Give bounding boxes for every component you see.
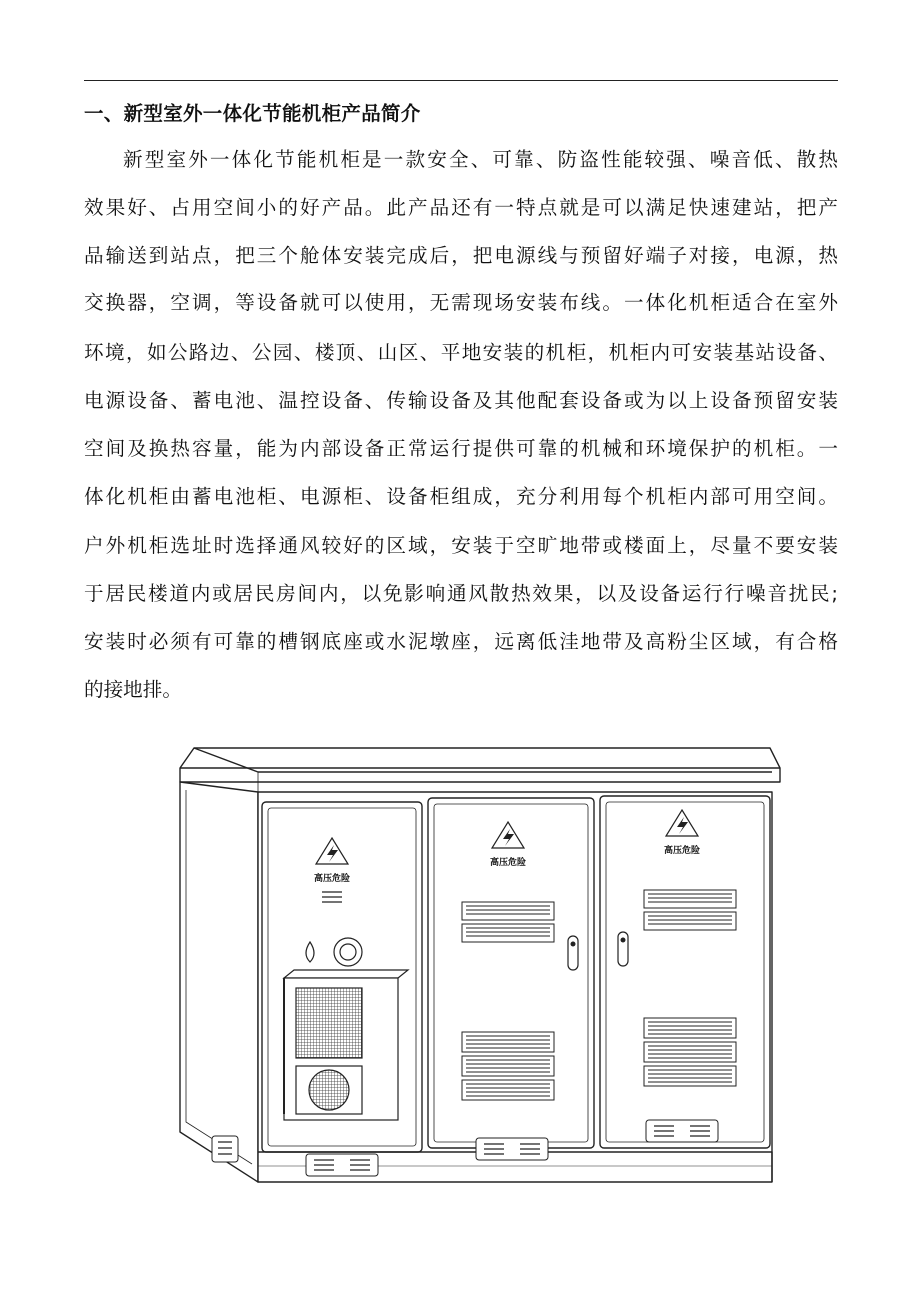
- paragraph-line: 的接地排。: [84, 678, 182, 701]
- warning-label: 高压危险: [663, 846, 701, 856]
- paragraph-line: 体化机柜由蓄电池柜、电源柜、设备柜组成，充分利用每个机柜内部可用空间。: [84, 485, 838, 508]
- cabinet-illustration: [172, 742, 784, 1190]
- door-handle: [618, 932, 628, 966]
- paragraph-line: 品输送到站点，把三个舱体安装完成后，把电源线与预留好端子对接，电源，热: [84, 244, 838, 267]
- paragraph-line: 效果好、占用空间小的好产品。此产品还有一特点就是可以满足快速建站，把产: [84, 196, 838, 219]
- door-handle: [568, 936, 578, 970]
- paragraph-line: 户外机柜选址时选择通风较好的区域，安装于空旷地带或楼面上，尽量不要安装: [84, 534, 838, 557]
- paragraph-line: 电源设备、蓄电池、温控设备、传输设备及其他配套设备或为以上设备预留安装: [84, 389, 838, 412]
- warning-label: 高压危险: [489, 858, 527, 868]
- paragraph-line: 安装时必须有可靠的槽钢底座或水泥墩座，远离低洼地带及高粉尘区域，有合格: [84, 630, 838, 653]
- paragraph-line: 新型室外一体化节能机柜是一款安全、可靠、防盗性能较强、噪音低、散热: [123, 148, 838, 171]
- paragraph-line: 环境，如公路边、公园、楼顶、山区、平地安装的机柜，机柜内可安装基站设备、: [84, 341, 838, 364]
- paragraph-line: 于居民楼道内或居民房间内，以免影响通风散热效果，以及设备运行行噪音扰民;: [84, 582, 838, 605]
- paragraph-line: 交换器，空调，等设备就可以使用，无需现场安装布线。一体化机柜适合在室外: [84, 291, 838, 314]
- header-rule: [84, 80, 838, 81]
- paragraph-line: 空间及换热容量，能为内部设备正常运行提供可靠的机械和环境保护的机柜。一: [84, 437, 838, 460]
- warning-label: 高压危险: [313, 874, 351, 884]
- fan-icon: [309, 1070, 349, 1110]
- section-heading: 一、新型室外一体化节能机柜产品简介: [84, 102, 421, 125]
